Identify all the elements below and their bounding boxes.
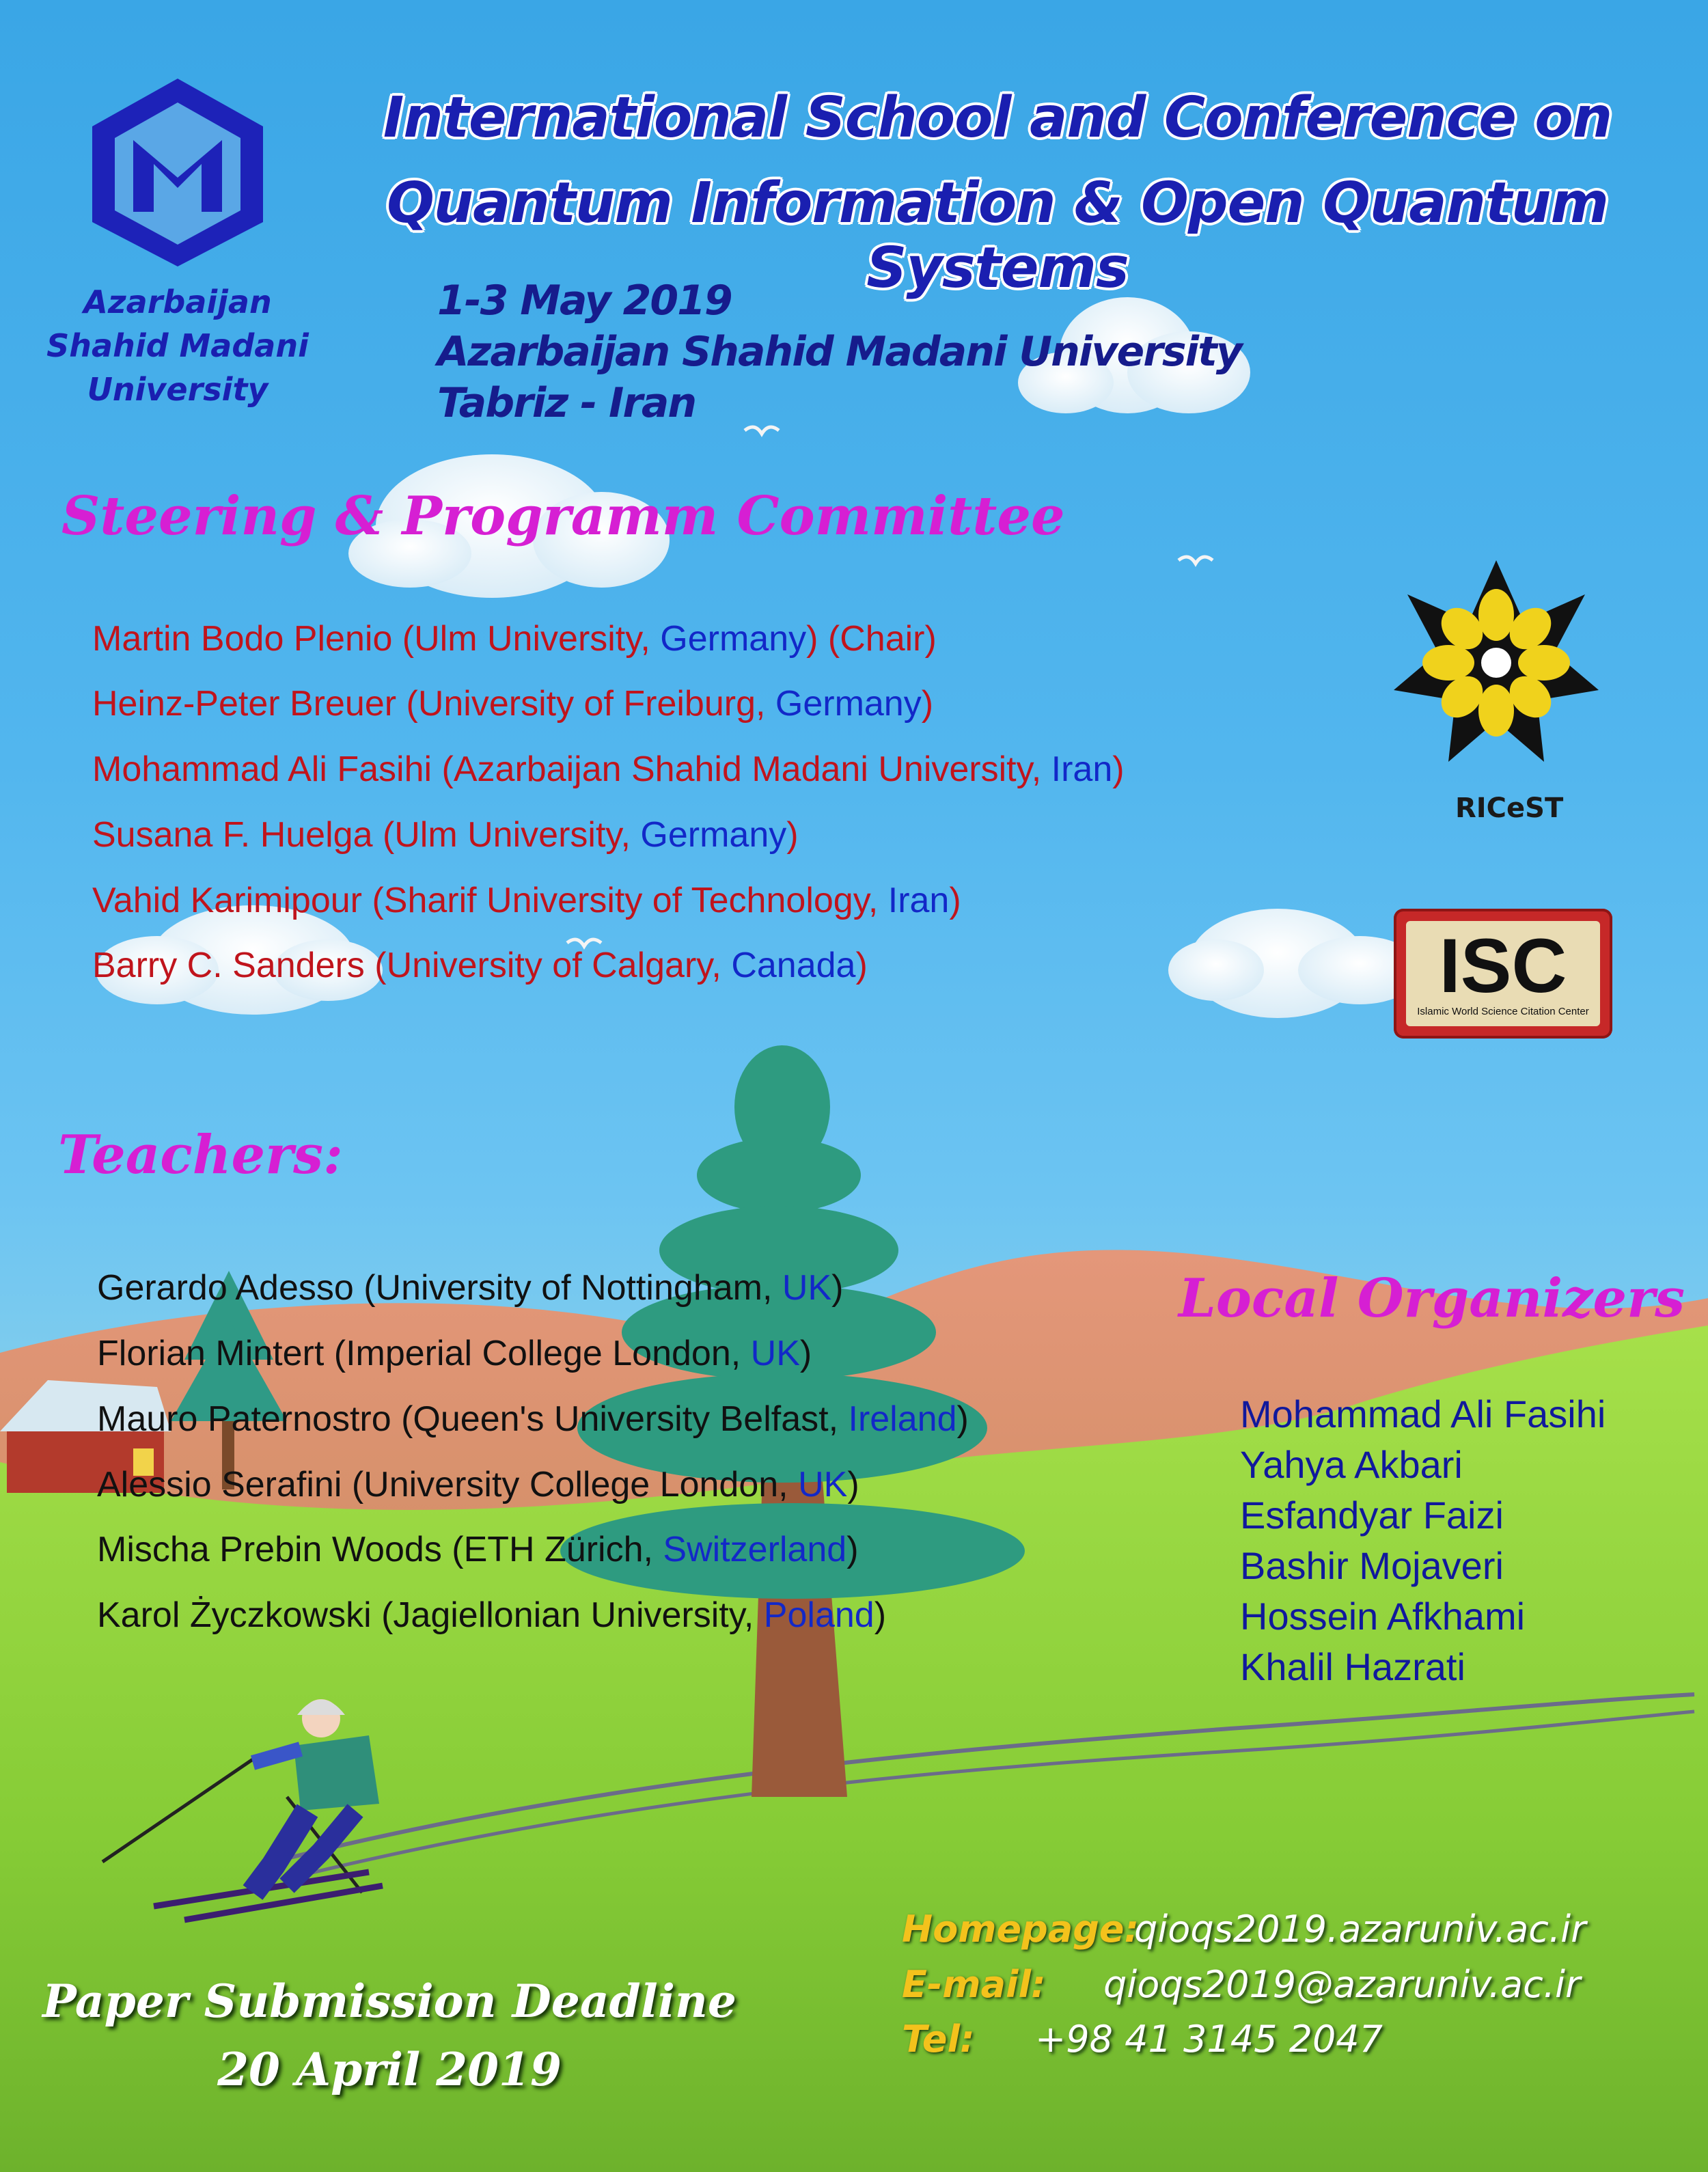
committee-member: Susana F. Huelga (Ulm University, Germany) bbox=[92, 815, 799, 855]
committee-member: Barry C. Sanders (University of Calgary, Canada) bbox=[92, 946, 868, 985]
event-venue: Azarbaijan Shahid Madani University bbox=[437, 328, 1241, 376]
organizer-item: Esfandyar Faizi bbox=[1240, 1494, 1504, 1537]
committee-member: Martin Bodo Plenio (Ulm University, Germany) (Chair) bbox=[92, 619, 937, 659]
organizer-item: Khalil Hazrati bbox=[1240, 1645, 1465, 1688]
tel-label: Tel: bbox=[902, 2018, 975, 2061]
organizer-item: Yahya Akbari bbox=[1240, 1443, 1463, 1486]
email-link[interactable]: qioqs2019@azaruniv.ac.ir bbox=[1103, 1963, 1581, 2006]
teacher-item: Mauro Paternostro (Queen's University Belfast, Ireland) bbox=[97, 1399, 969, 1439]
isc-logo bbox=[1394, 909, 1612, 1039]
riceset-label: RICeST bbox=[1455, 793, 1564, 824]
university-name-line: University bbox=[87, 371, 268, 408]
teacher-item: Mischa Prebin Woods (ETH Zürich, Switzerland) bbox=[97, 1530, 859, 1569]
university-logo bbox=[82, 75, 273, 266]
bird bbox=[745, 427, 779, 434]
local-organizers-heading: Local Organizers bbox=[1179, 1267, 1685, 1330]
isc-logo-caption: Islamic World Science Citation Center bbox=[1417, 1006, 1589, 1017]
event-date: 1-3 May 2019 bbox=[437, 277, 732, 325]
cloud bbox=[1168, 909, 1421, 1018]
teacher-item: Florian Mintert (Imperial College London, UK) bbox=[97, 1334, 812, 1373]
bird bbox=[1179, 557, 1213, 564]
conference-title-line2: Quantum Information & Open Quantum Systems bbox=[387, 171, 1608, 301]
event-location: Tabriz - Iran bbox=[437, 379, 696, 427]
teachers-heading: Teachers: bbox=[58, 1124, 343, 1186]
committee-member: Mohammad Ali Fasihi (Azarbaijan Shahid Madani University, Iran) bbox=[92, 750, 1125, 789]
deadline-title: Paper Submission Deadline bbox=[42, 1975, 736, 2028]
university-name-line: Shahid Madani bbox=[46, 327, 309, 364]
deadline-date: 20 April 2019 bbox=[217, 2043, 562, 2096]
homepage-label: Homepage: bbox=[902, 1908, 1140, 1951]
teacher-item: Karol Życzkowski (Jagiellonian University, Poland) bbox=[97, 1595, 887, 1635]
teacher-item: Gerardo Adesso (University of Nottingham, UK) bbox=[97, 1268, 844, 1308]
organizer-item: Hossein Afkhami bbox=[1240, 1595, 1526, 1638]
committee-heading: Steering & Programm Committee bbox=[61, 485, 1065, 547]
teacher-item: Alessio Serafini (University College London, UK) bbox=[97, 1465, 859, 1504]
tel-value: +98 41 3145 2047 bbox=[1035, 2018, 1383, 2061]
university-name-line: Azarbaijan bbox=[83, 284, 272, 320]
riceset-logo bbox=[1387, 553, 1606, 772]
conference-title-line1: International School and Conference on bbox=[383, 85, 1612, 150]
organizer-item: Mohammad Ali Fasihi bbox=[1240, 1392, 1606, 1435]
isc-logo-text: ISC bbox=[1439, 923, 1567, 1008]
homepage-link[interactable]: qioqs2019.azaruniv.ac.ir bbox=[1134, 1908, 1586, 1951]
committee-member: Vahid Karimipour (Sharif University of Technology, Iran) bbox=[92, 881, 961, 920]
organizer-item: Bashir Mojaveri bbox=[1240, 1544, 1504, 1587]
email-label: E-mail: bbox=[902, 1963, 1046, 2006]
committee-member: Heinz-Peter Breuer (University of Freiburg, Germany) bbox=[92, 684, 934, 724]
